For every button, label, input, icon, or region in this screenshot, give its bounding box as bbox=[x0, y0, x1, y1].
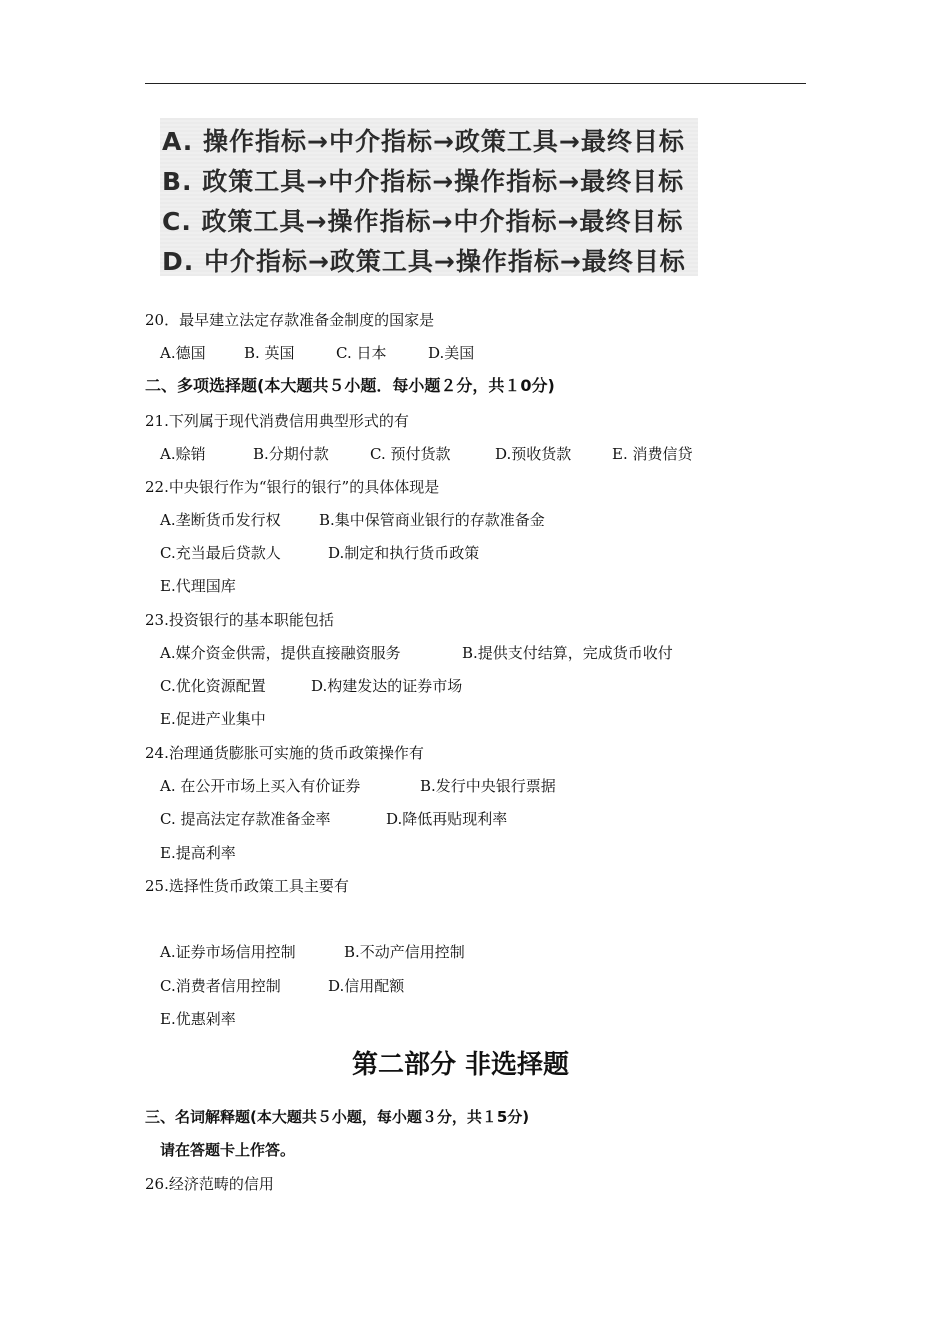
q20-option-c: C. 日本 bbox=[336, 344, 387, 362]
q25-option-c: C.消费者信用控制 bbox=[160, 977, 281, 995]
q20-option-b: B. 英国 bbox=[244, 344, 295, 362]
part2-title: 第二部分 非选择题 bbox=[352, 1050, 570, 1080]
q25-option-a: A.证券市场信用控制 bbox=[160, 943, 296, 961]
q23-option-a: A.媒介资金供需，提供直接融资服务 bbox=[160, 644, 401, 662]
q19-options-scanned-image bbox=[160, 118, 698, 276]
section3-instruction: 请在答题卡上作答。 bbox=[160, 1141, 296, 1159]
q20-stem: 20．最早建立法定存款准备金制度的国家是 bbox=[145, 311, 435, 329]
q26-stem: 26.经济范畴的信用 bbox=[145, 1175, 274, 1193]
q24-option-d: D.降低再贴现利率 bbox=[386, 810, 508, 828]
q21-option-a: A.赊销 bbox=[160, 445, 206, 463]
q19-option-d: D. 中介指标→政策工具→操作指标→最终目标 bbox=[162, 247, 686, 276]
q20-option-d: D.美国 bbox=[428, 344, 475, 362]
q21-option-b: B.分期付款 bbox=[253, 445, 329, 463]
q19-option-c: C. 政策工具→操作指标→中介指标→最终目标 bbox=[162, 207, 684, 236]
q23-option-d: D.构建发达的证券市场 bbox=[311, 677, 463, 695]
q23-option-c: C.优化资源配置 bbox=[160, 677, 266, 695]
q22-option-c: C.充当最后贷款人 bbox=[160, 544, 281, 562]
q21-option-d: D.预收货款 bbox=[495, 445, 572, 463]
q22-stem: 22.中央银行作为“银行的银行”的具体体现是 bbox=[145, 478, 440, 496]
q22-option-a: A.垄断货币发行权 bbox=[160, 511, 281, 529]
q20-option-a: A.德国 bbox=[160, 344, 206, 362]
q24-option-a: A. 在公开市场上买入有价证券 bbox=[160, 777, 361, 795]
q19-option-a: A. 操作指标→中介指标→政策工具→最终目标 bbox=[162, 127, 685, 156]
q21-option-e: E. 消费信贷 bbox=[612, 445, 693, 463]
q25-option-b: B.不动产信用控制 bbox=[344, 943, 465, 961]
q21-option-c: C. 预付货款 bbox=[370, 445, 451, 463]
q25-option-d: D.信用配额 bbox=[328, 977, 405, 995]
section2-heading: 二、多项选择题(本大题共５小题．每小题２分，共１0分) bbox=[145, 376, 555, 395]
section3-heading: 三、名词解释题(本大题共５小题，每小题３分，共１5分) bbox=[145, 1108, 530, 1126]
q25-stem: 25.选择性货币政策工具主要有 bbox=[145, 877, 349, 895]
q25-option-e: E.优惠剁率 bbox=[160, 1010, 236, 1028]
q24-option-b: B.发行中央银行票据 bbox=[420, 777, 556, 795]
q22-option-b: B.集中保管商业银行的存款准备金 bbox=[319, 511, 545, 529]
q23-option-e: E.促进产业集中 bbox=[160, 710, 266, 728]
q21-stem: 21.下列属于现代消费信用典型形式的有 bbox=[145, 412, 409, 430]
q22-option-d: D.制定和执行货币政策 bbox=[328, 544, 480, 562]
q24-stem: 24.治理通货膨胀可实施的货币政策操作有 bbox=[145, 744, 424, 762]
q24-option-c: C. 提高法定存款准备金率 bbox=[160, 810, 331, 828]
q19-option-b: B. 政策工具→中介指标→操作指标→最终目标 bbox=[162, 167, 685, 196]
q23-option-b: B.提供支付结算，完成货币收付 bbox=[462, 644, 673, 662]
q23-stem: 23.投资银行的基本职能包括 bbox=[145, 611, 334, 629]
q24-option-e: E.提高利率 bbox=[160, 844, 236, 862]
header-rule bbox=[145, 83, 806, 84]
q22-option-e: E.代理国库 bbox=[160, 577, 236, 595]
